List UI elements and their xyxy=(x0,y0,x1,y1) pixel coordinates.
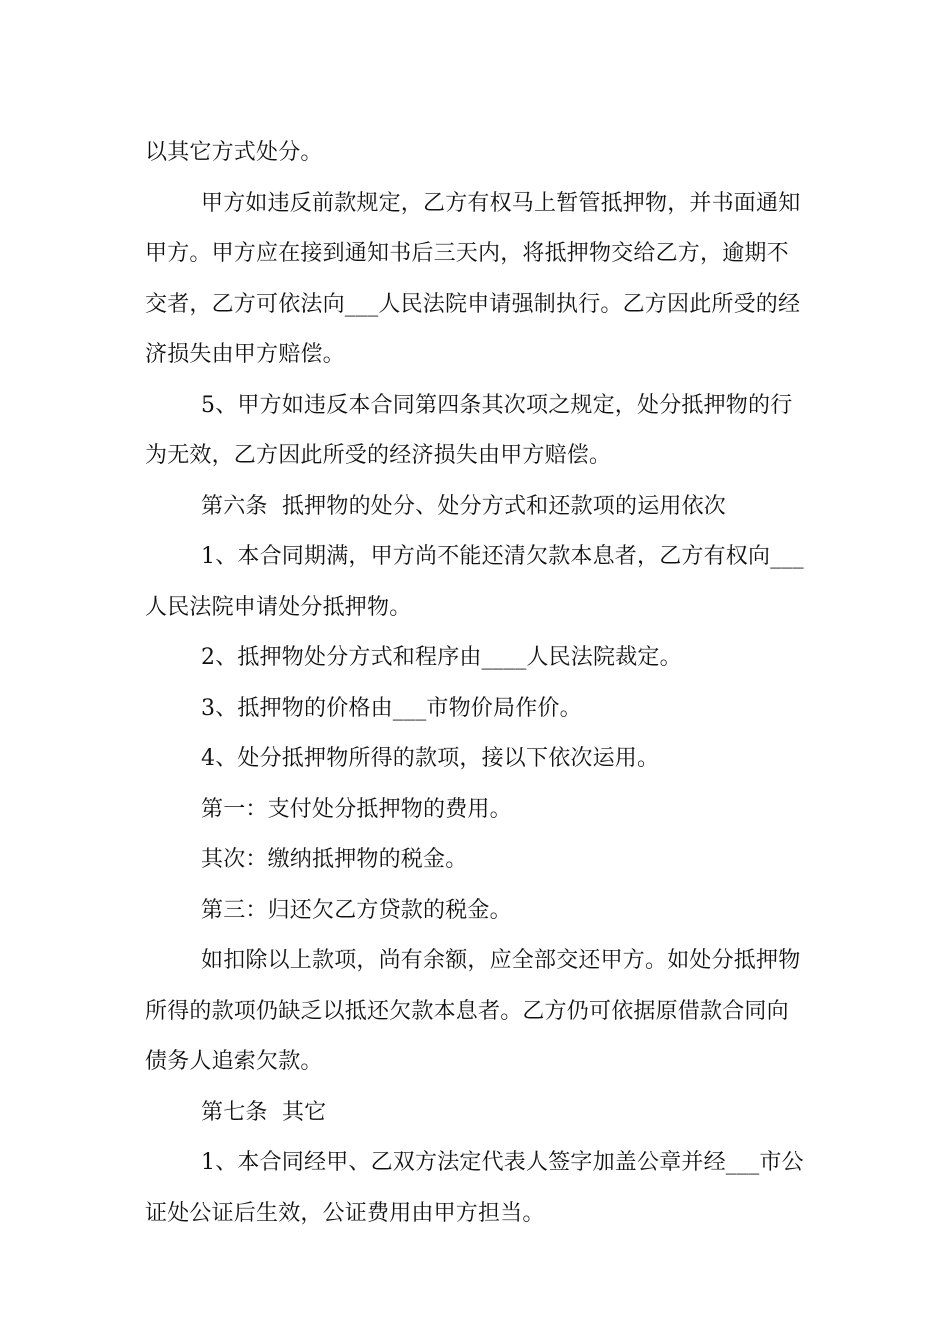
paragraph-article-6-item-3: 3、抵押物的价格由___市物价局作价。 xyxy=(201,695,582,721)
paragraph-clause-5: 5、甲方如违反本合同第四条其次项之规定，处分抵押物的行为无效，乙方因此所受的经济损失由甲方赔偿。 xyxy=(145,392,793,468)
paragraph-article-6-item-2: 2、抵押物处分方式和程序由____人民法院裁定。 xyxy=(201,645,682,670)
document-body xyxy=(145,128,810,1239)
paragraph-breach-notice: 甲方如违反前款规定，乙方有权马上暂管抵押物，并书面通知甲方。甲方应在接到通知书后三天内，将抵押物交给乙方，逾期不交者，乙方可依法向___人民法院申请强制执行。乙方因此所受的经济损失由甲方赔偿。 xyxy=(145,190,801,367)
paragraph-continuation: 以其它方式处分。 xyxy=(145,140,323,165)
paragraph-article-6-item-1: 1、本合同期满，甲方尚不能还清欠款本息者，乙方有权向___人民法院申请处分抵押物。 xyxy=(145,544,804,620)
paragraph-article-6-item-4: 4、处分抵押物所得的款项，接以下依次运用。 xyxy=(201,746,660,771)
paragraph-order-second: 其次：缴纳抵押物的税金。 xyxy=(201,847,468,872)
paragraph-article-7-item-1: 1、本合同经甲、乙双方法定代表人签字加盖公章并经___市公证处公证后生效，公证费用由甲方担当。 xyxy=(145,1150,804,1226)
paragraph-remainder: 如扣除以上款项，尚有余额，应全部交还甲方。如处分抵押物所得的款项仍缺乏以抵还欠款本息者。乙方仍可依据原借款合同向债务人追索欠款。 xyxy=(145,948,801,1074)
article-7-heading: 第七条 其它 xyxy=(201,1099,327,1125)
article-6-heading: 第六条 抵押物的处分、处分方式和还款项的运用依次 xyxy=(201,493,726,519)
paragraph-order-third: 第三：归还欠乙方贷款的税金。 xyxy=(201,897,512,923)
paragraph-order-first: 第一：支付处分抵押物的费用。 xyxy=(201,796,512,822)
